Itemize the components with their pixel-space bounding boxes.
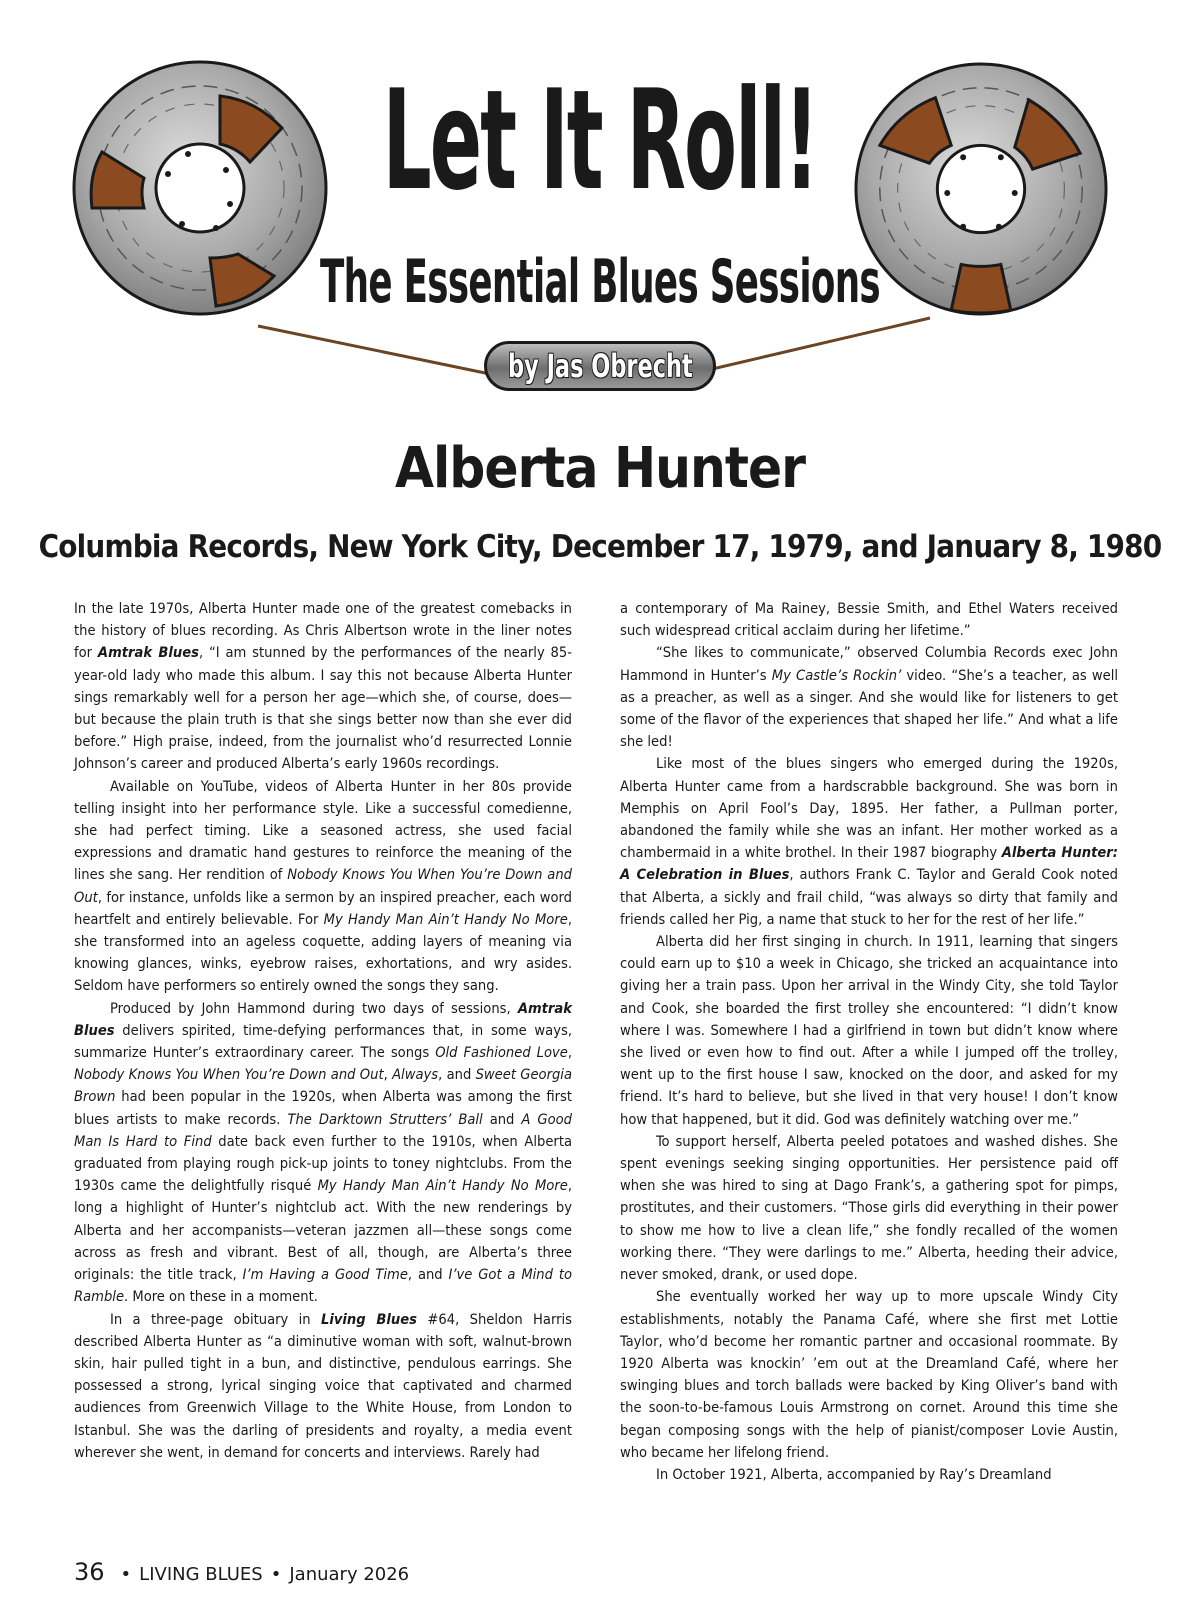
paragraph: In a three-page obituary in Living Blues #64, Sheldon Harris described Alberta Hunter as “a diminutive woman with soft, walnut-brown skin, hair pulled tight in a bun, and distinctive, pendulous earrings. She possessed a strong, lyrical singing voice that captivated and charmed audiences from Greenwich Village to the White House, from London to Istanbul. She was the darling of presidents and royalty, a media event wherever she went, in demand for concerts and interviews. Rarely had — [74, 1310, 572, 1461]
tape-left — [258, 326, 490, 374]
paragraph: Available on YouTube, videos of Alberta Hunter in her 80s provide telling insight into her performance style. Like a successful comedienne, she had perfect timing. Like a seasoned actress, she used facial expressions and dramatic hand gestures to reinforce the meaning of the lines she sang. Her rendition of Nobody Knows You When You’re Down and Out, for instance, unfolds like a sermon by an inspired preacher, each word heartfelt and entirely believable. For My Handy Man Ain’t Handy No More, she transformed into an ageless coquette, adding layers of meaning via knowing glances, winks, eyebrow raises, exhortations, and wry asides. Seldom have performers so entirely owned the songs they sang. — [74, 777, 573, 995]
series-title: Let It Roll! — [382, 60, 818, 221]
body-column-right — [620, 598, 1118, 1486]
paragraph: In the late 1970s, Alberta Hunter made one of the greatest comebacks in the history of blues recording. As Chris Albertson wrote in the liner notes for Amtrak Blues, “I am stunned by the performances of the nearly 85-year-old lady who made this album. I say this not because Alberta Hunter sings remarkably well for a person her age—which she, of course, does—but because the plain truth is that she sings better now than she ever did before.” High praise, indeed, from the journalist who’d resurrected Lonnie Johnson’s career and produced Alberta’s early 1960s recordings. — [74, 600, 573, 773]
page-number: 36 — [74, 1558, 105, 1586]
article-subtitle: Columbia Records, New York City, December 17, 1979, and January 8, 1980 — [38, 529, 1162, 565]
tape-right — [708, 318, 930, 370]
paragraph: Like most of the blues singers who emerged during the 1920s, Alberta Hunter came from a hardscrabble background. She was born in Memphis on April Fool’s Day, 1895. Her father, a Pullman porter, abandoned the family while she was an infant. Her mother worked as a chambermaid in a white brothel. In their 1987 biography Alberta Hunter: A Celebration in Blues, authors Frank C. Taylor and Gerald Cook noted that Alberta, a sickly and frail child, “was always so dirty that family and friends called her Pig, a name that stuck to her for the rest of her life.” — [620, 755, 1118, 928]
article-title: Alberta Hunter — [395, 436, 805, 501]
paragraph: In October 1921, Alberta, accompanied by Ray’s Dreamland — [656, 1465, 1052, 1483]
paragraph: Produced by John Hammond during two days of sessions, Amtrak Blues delivers spirited, time-defying performances that, in some ways, summarize Hunter’s extraordinary career. The songs Old Fashioned Love, Nobody Knows You When You’re Down and Out, Always, and Sweet Georgia Brown had been popular in the 1920s, when Alberta was among the first blues artists to make records. The Darktown Strutters’ Ball and A Good Man Is Hard to Find date back even further to the 1910s, when Alberta graduated from playing rough pick-up joints to toney nightclubs. From the 1930s came the delightfully risqué My Handy Man Ain’t Handy No More, long a highlight of Hunter’s nightclub act. With the new renderings by Alberta and her accompanists—veteran jazzmen all—these songs come across as fresh and vibrant. Best of all, though, are Alberta’s three originals: the title track, I’m Having a Good Time, and I’ve Got a Mind to Ramble. More on these in a moment. — [74, 999, 573, 1306]
page-footer — [74, 1558, 409, 1586]
series-subtitle: The Essential Blues Sessions — [320, 247, 880, 317]
byline: by Jas Obrecht — [507, 347, 693, 385]
footer-bullet: • — [120, 1564, 132, 1585]
publication-name: LIVING BLUES — [139, 1564, 263, 1585]
footer-bullet: • — [270, 1564, 282, 1585]
issue-date: January 2026 — [289, 1564, 410, 1585]
paragraph: a contemporary of Ma Rainey, Bessie Smith, and Ethel Waters received such widespread critical acclaim during her lifetime.” — [620, 600, 1118, 640]
body-column-left — [74, 598, 572, 1464]
byline-badge — [484, 341, 716, 391]
paragraph: To support herself, Alberta peeled potatoes and washed dishes. She spent evenings seeking singing opportunities. Her persistence paid off when she was hired to sing at Dago Frank’s, a gathering spot for pimps, prostitutes, and their customers. “Those girls did everything in their power to show me how to live a clean life,” she fondly recalled of the women working there. “They were darlings to me.” Alberta, heeding their advice, never smoked, drank, or used dope. — [620, 1132, 1118, 1284]
paragraph: She eventually worked her way up to more upscale Windy City establishments, notably the Panama Café, where she first met Lottie Taylor, who’d become her romantic partner and occasional roommate. By 1920 Alberta was knockin’ ’em out at the Dreamland Café, where her swinging blues and torch ballads were backed by King Oliver’s band with the soon-to-be-famous Louis Armstrong on cornet. Around this time she began composing songs with the help of pianist/composer Lovie Austin, who became her lifelong friend. — [620, 1288, 1118, 1461]
paragraph: “She likes to communicate,” observed Columbia Records exec John Hammond in Hunter’s My Castle’s Rockin’ video. “She’s a teacher, as well as a preacher, as well as a singer. And she would like for listeners to get some of the flavor of the experiences that shaped her life.” And what a life she led! — [620, 644, 1118, 751]
paragraph: Alberta did her first singing in church. In 1911, learning that singers could earn up to $10 a week in Chicago, she tricked an acquaintance into giving her a train pass. Upon her arrival in the Windy City, she told Taylor and Cook, she boarded the first trolley she encountered: “I didn’t know where I was. Somewhere I had a girlfriend in town but didn’t know where she lived or even how to find out. After a while I jumped off the trolley, went up to the first house I saw, knocked on the door, and asked for my friend. It’s hard to believe, but she lived in that very house! I don’t know how that happened, but it did. God was definitely watching over me.” — [620, 933, 1118, 1128]
masthead — [0, 0, 1200, 420]
